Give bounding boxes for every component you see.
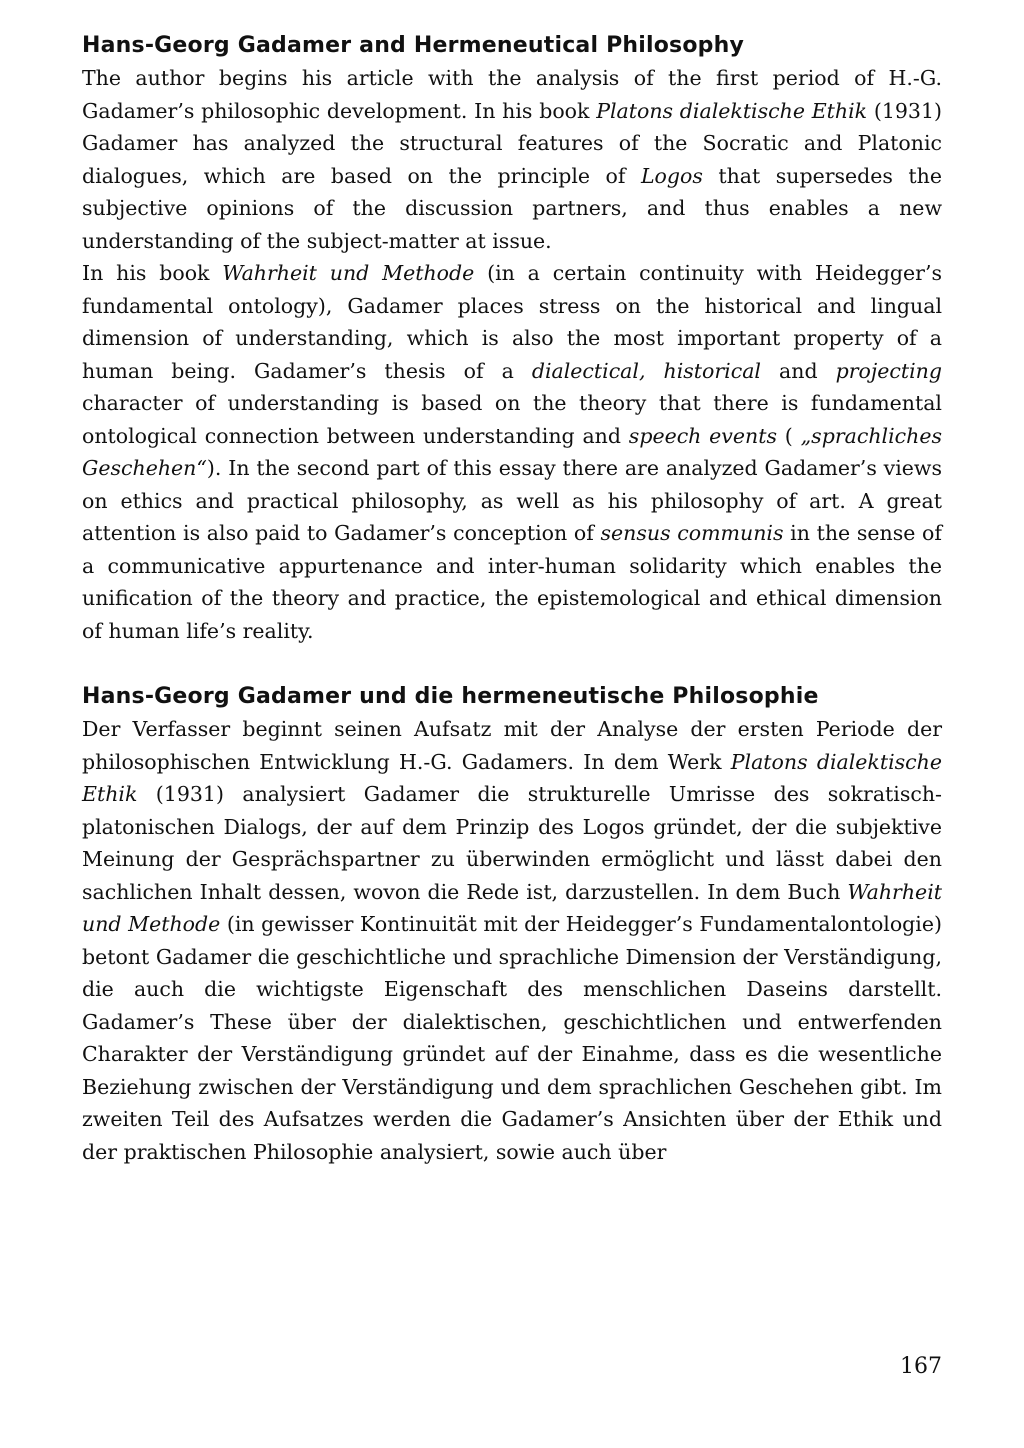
text-run: ( — [776, 423, 801, 448]
italic-text: Wahrheit und Methode — [222, 261, 475, 285]
english-abstract — [82, 30, 942, 647]
text-run: (1931) analysiert Gadamer die strukturelle Umrisse des sokratisch-platonischen Dialogs, der auf dem Prinzip des Logos gründet, der die subjektive Meinung der Gesprächspartner zu überwinden ermöglicht und lässt dabei den sachlichen Inhalt dessen, wovon die Rede ist, darzustellen. In dem Buch — [82, 782, 942, 904]
text-run: (1931) Gadamer has analyzed the structural features of the Socratic and Platonic dialogues, which are based on the principle of — [82, 98, 943, 188]
italic-text: Platons dialektische Ethik — [596, 98, 868, 123]
italic-text: projecting — [835, 358, 942, 383]
text-run: Der Verfasser beginnt seinen Aufsatz mit der Analyse der ersten Periode der philosophischen Entwicklung H.-G. Gadamers. In dem Werk — [82, 717, 942, 774]
italic-text: dialectical, historical — [531, 358, 761, 383]
abstract-paragraph — [82, 713, 942, 1168]
text-run: In his book — [82, 261, 223, 285]
page-number: 167 — [900, 1354, 942, 1379]
german-abstract — [82, 681, 942, 1168]
text-run: The author begins his article with the analysis of the first period of H.-G. Gadamer’s philosophic development. In his book — [82, 66, 942, 123]
text-run: ). In the second part of this essay there are analyzed Gadamer’s views on ethics and practical philosophy, as well as his philosophy of art. A great attention is also paid to Gadamer’s conception of — [82, 456, 942, 545]
italic-text: sensus communis — [600, 521, 784, 545]
abstract-paragraph — [82, 257, 942, 647]
section-heading: Hans-Georg Gadamer und die hermeneutische Philosophie — [82, 684, 819, 709]
italic-text: „sprachliches Geschehen“ — [82, 423, 942, 480]
italic-text: Logos — [640, 163, 703, 188]
section-heading: Hans-Georg Gadamer and Hermeneutical Philosophy — [82, 33, 745, 58]
text-run: and — [760, 358, 836, 383]
text-run: that supersedes the subjective opinions of the discussion partners, and thus enables a new understanding of the subject-matter at issue. — [82, 163, 942, 253]
page-body — [82, 30, 942, 1168]
abstract-paragraph — [82, 62, 942, 257]
text-run: character of understanding is based on the theory that there is fundamental ontological connection between understanding and — [82, 391, 942, 448]
italic-text: speech events — [628, 423, 777, 448]
text-run: (in a certain continuity with Heidegger’s fundamental ontology), Gadamer places stress on the historical and lingual dimension of understanding, which is also the most important property of a human being. Gadamer’s thesis of a — [82, 261, 942, 383]
text-run: in the sense of a communicative appurtenance and inter-human solidarity which enables the unification of the theory and practice, the epistemological and ethical dimension of human life’s reality. — [82, 521, 942, 643]
italic-text: Platons dialektische Ethik — [82, 749, 942, 806]
italic-text: Wahrheit und Methode — [82, 879, 942, 936]
text-run: (in gewisser Kontinuität mit der Heidegger’s Fundamentalontologie) betont Gadamer die geschichtliche und sprachliche Dimension der Verständigung, die auch die wichtigste Eigenschaft des menschlichen Daseins darstellt. Gadamer’s These über der dialektischen, geschichtlichen und entwerfenden Charakter der Verständigung gründet auf der Einahme, dass es die wesentliche Beziehung zwischen der Verständigung und dem sprachlichen Geschehen gibt. Im zweiten Teil des Aufsatzes werden die Gadamer’s Ansichten über der Ethik und der praktischen Philosophie analysiert, sowie auch über — [82, 912, 942, 1164]
